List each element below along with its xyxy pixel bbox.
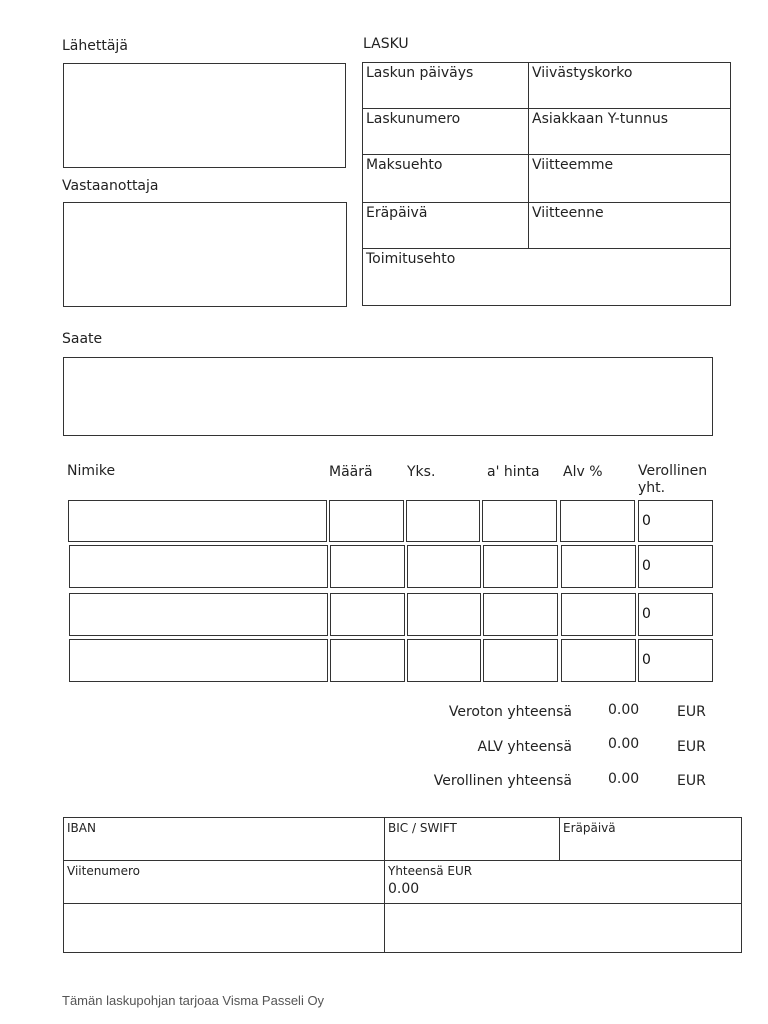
vat-total-currency: EUR (677, 739, 706, 755)
item-unit-input[interactable] (406, 500, 480, 542)
payment-total-value: 0.00 (388, 881, 420, 897)
payment-terms-field[interactable] (363, 155, 528, 202)
item-unit-price-input[interactable] (483, 545, 558, 588)
item-quantity-input[interactable] (329, 500, 404, 542)
recipient-field[interactable] (63, 202, 347, 307)
your-reference-label: Viitteenne (532, 205, 604, 221)
item-unit-input[interactable] (407, 639, 481, 682)
due-date-field[interactable] (363, 203, 528, 248)
cover-note-label: Saate (62, 331, 103, 347)
payment-due-date-field[interactable] (560, 818, 741, 860)
bic-label: BIC / SWIFT (388, 821, 457, 835)
late-interest-label: Viivästyskorko (532, 65, 633, 81)
item-quantity-input[interactable] (330, 639, 405, 682)
vat-total-label: ALV yhteensä (477, 739, 572, 755)
header-total-incl-vat: Verollinen yht. (638, 463, 708, 496)
cover-note-field[interactable] (63, 357, 713, 436)
header-vat-percent: Alv % (563, 464, 603, 480)
item-unit-price-input[interactable] (483, 639, 558, 682)
iban-field[interactable] (64, 818, 384, 860)
invoice-number-label: Laskunumero (366, 111, 461, 127)
item-vat-input[interactable] (561, 639, 636, 682)
item-unit-input[interactable] (407, 545, 481, 588)
header-unit-price: a' hinta (487, 464, 540, 480)
payment-slip (63, 817, 742, 953)
customer-business-id-field[interactable] (529, 109, 730, 154)
item-name-input[interactable] (69, 545, 328, 588)
recipient-label: Vastaanottaja (62, 178, 159, 194)
item-quantity-input[interactable] (330, 593, 405, 636)
payment-due-date-label: Eräpäivä (563, 821, 616, 835)
net-total-value: 0.00 (608, 702, 640, 718)
invoice-number-field[interactable] (363, 109, 528, 154)
due-date-label: Eräpäivä (366, 205, 428, 221)
item-unit-price-input[interactable] (483, 593, 558, 636)
header-unit: Yks. (407, 464, 436, 480)
item-total-output: 0 (638, 593, 713, 636)
payment-extra-right[interactable] (385, 904, 741, 952)
item-total-output: 0 (638, 500, 713, 542)
item-name-input[interactable] (68, 500, 327, 542)
item-total-output: 0 (638, 545, 713, 588)
net-total-currency: EUR (677, 704, 706, 720)
reference-number-field[interactable] (64, 861, 384, 903)
item-name-input[interactable] (69, 593, 328, 636)
header-name: Nimike (67, 463, 116, 479)
delivery-terms-field[interactable] (363, 249, 730, 305)
item-unit-price-input[interactable] (482, 500, 557, 542)
net-total-label: Veroton yhteensä (448, 704, 572, 720)
item-vat-input[interactable] (561, 593, 636, 636)
payment-extra-left[interactable] (64, 904, 384, 952)
sender-field[interactable] (63, 63, 346, 168)
gross-total-label: Verollinen yhteensä (433, 773, 572, 789)
item-vat-input[interactable] (560, 500, 635, 542)
item-vat-input[interactable] (561, 545, 636, 588)
bic-field[interactable] (385, 818, 559, 860)
invoice-info-table (362, 62, 731, 306)
footer-text: Tämän laskupohjan tarjoaa Visma Passeli Oy (62, 993, 325, 1008)
vat-total-value: 0.00 (608, 736, 640, 752)
item-name-input[interactable] (69, 639, 328, 682)
delivery-terms-label: Toimitusehto (366, 251, 456, 267)
header-quantity: Määrä (329, 464, 373, 480)
our-reference-label: Viitteemme (532, 157, 614, 173)
payment-total-label: Yhteensä EUR (388, 864, 473, 878)
item-quantity-input[interactable] (330, 545, 405, 588)
invoice-title: LASKU (363, 36, 409, 52)
our-reference-field[interactable] (529, 155, 730, 202)
sender-label: Lähettäjä (62, 38, 128, 54)
iban-label: IBAN (67, 821, 96, 835)
reference-number-label: Viitenumero (67, 864, 140, 878)
invoice-date-field[interactable] (363, 63, 528, 108)
late-interest-field[interactable] (529, 63, 730, 108)
payment-total-field (385, 861, 741, 903)
customer-business-id-label: Asiakkaan Y-tunnus (532, 111, 669, 127)
item-total-output: 0 (638, 639, 713, 682)
gross-total-currency: EUR (677, 773, 706, 789)
gross-total-value: 0.00 (608, 771, 640, 787)
your-reference-field[interactable] (529, 203, 730, 248)
item-unit-input[interactable] (407, 593, 481, 636)
payment-terms-label: Maksuehto (366, 157, 443, 173)
invoice-date-label: Laskun päiväys (366, 65, 474, 81)
